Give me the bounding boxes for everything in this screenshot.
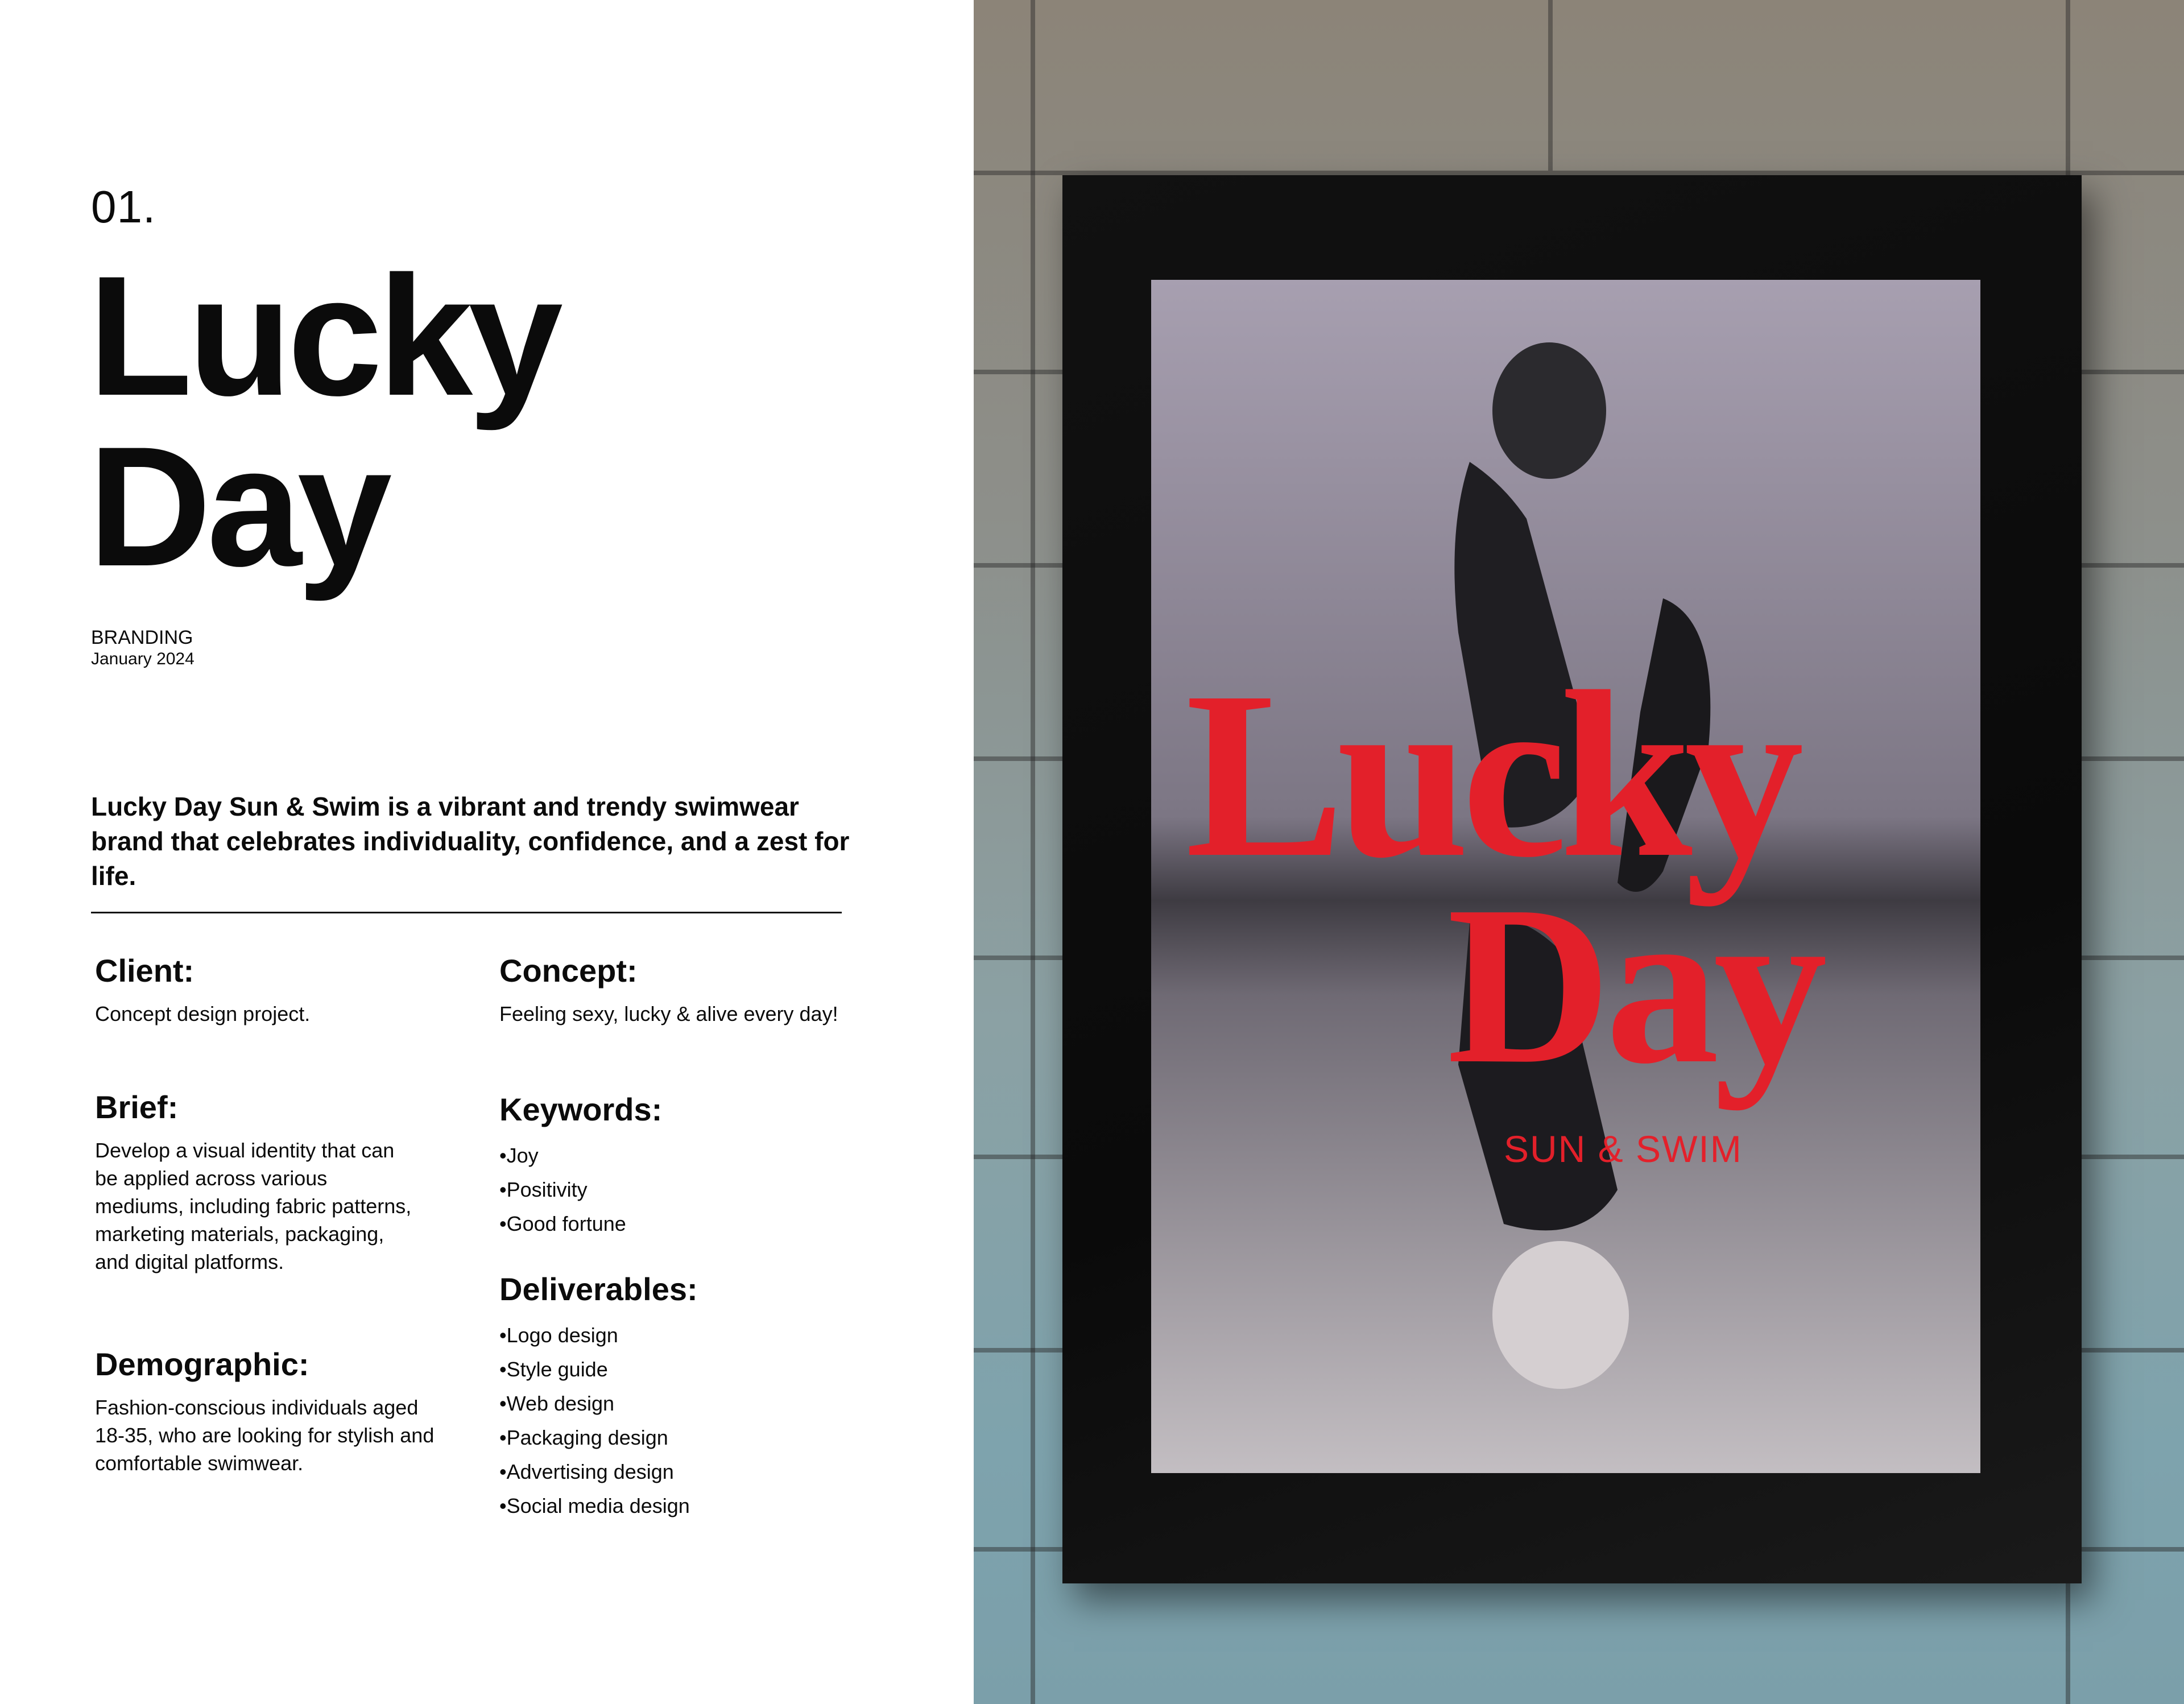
deliverables-heading: Deliverables: — [499, 1271, 698, 1307]
list-item: • Joy — [499, 1139, 863, 1173]
title-line-1: Lucky — [88, 240, 559, 431]
poster-image — [1151, 280, 1980, 1473]
list-item: • Packaging design — [499, 1421, 863, 1455]
list-item: • Good fortune — [499, 1207, 863, 1241]
list-item: • Advertising design — [499, 1455, 863, 1489]
poster-logo-lucky: Lucky — [1185, 642, 1796, 907]
title-line-2: Day — [88, 411, 388, 602]
deliverables-list — [499, 1318, 863, 1523]
project-number: 01. — [91, 181, 156, 232]
client-text: Concept design project. — [95, 1002, 311, 1025]
client-section — [95, 951, 436, 1028]
reflection-head-shape — [1492, 1241, 1629, 1389]
demographic-heading: Demographic: — [95, 1346, 309, 1382]
list-item: • Logo design — [499, 1318, 863, 1353]
head-shape — [1492, 342, 1606, 479]
demographic-text: Fashion-conscious individuals aged 18-35, who are looking for stylish and comfortable swimwear. — [95, 1396, 435, 1475]
intro-statement: Lucky Day Sun & Swim is a vibrant and trendy swimwear brand that celebrates individuality, confidence, and a zest for life. — [91, 792, 850, 891]
keywords-section — [499, 1090, 863, 1241]
divider — [91, 912, 842, 913]
project-title — [88, 240, 559, 602]
project-date: January 2024 — [91, 650, 195, 668]
wall-seam — [1548, 0, 1553, 171]
client-heading: Client: — [95, 953, 195, 989]
poster-frame — [1062, 175, 2082, 1583]
brief-text: Develop a visual identity that can be applied across various mediums, including fabric patterns, marketing materials, packaging, and digital platforms. — [95, 1139, 412, 1273]
list-item: • Positivity — [499, 1173, 863, 1207]
list-item: • Style guide — [499, 1353, 863, 1387]
wall-seam — [1031, 0, 1035, 1704]
poster-logo-tagline: SUN & SWIM — [1504, 1128, 1743, 1170]
deliverables-section — [499, 1269, 863, 1523]
brief-section — [95, 1087, 413, 1276]
project-category: BRANDING — [91, 627, 193, 648]
brief-heading: Brief: — [95, 1089, 179, 1125]
poster-mockup — [974, 0, 2184, 1704]
info-panel — [0, 0, 974, 1704]
wall-seam — [974, 171, 2184, 175]
keywords-list — [499, 1139, 863, 1241]
keywords-heading: Keywords: — [499, 1091, 663, 1127]
concept-text: Feeling sexy, lucky & alive every day! — [499, 1002, 838, 1025]
list-item: • Social media design — [499, 1489, 863, 1523]
concept-heading: Concept: — [499, 953, 638, 989]
demographic-section — [95, 1345, 436, 1477]
list-item: • Web design — [499, 1387, 863, 1421]
concept-section — [499, 951, 863, 1028]
poster-logo-day: Day — [1447, 859, 1822, 1111]
